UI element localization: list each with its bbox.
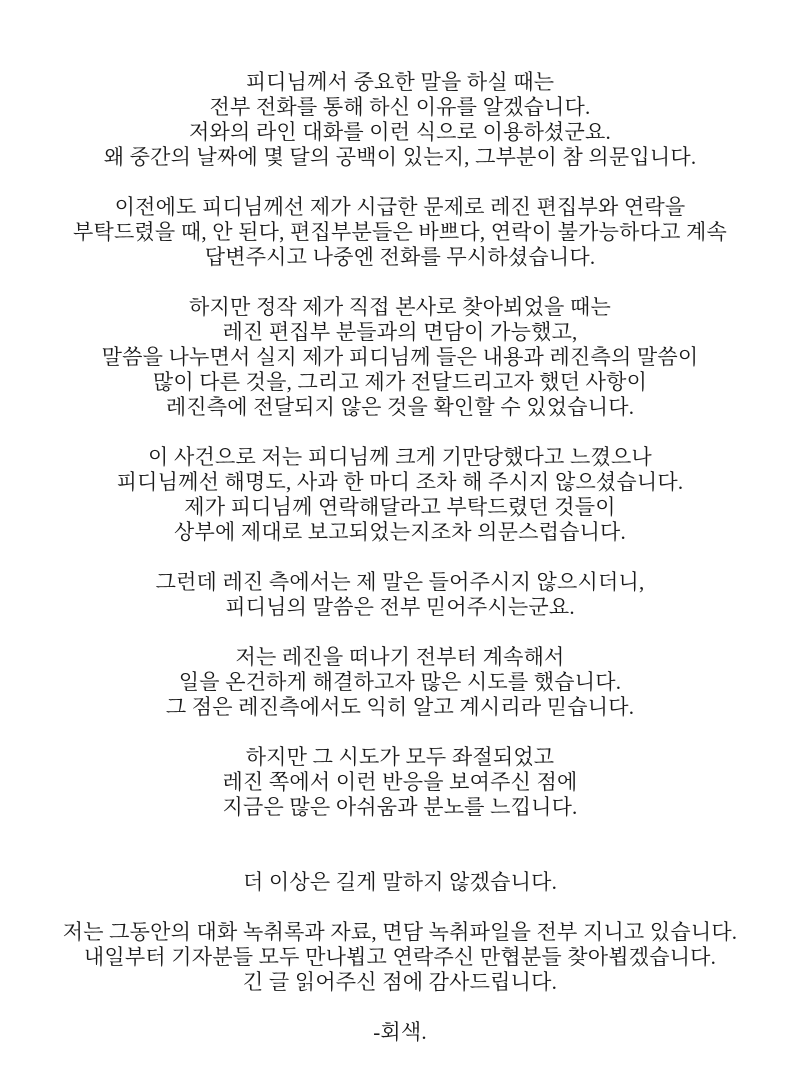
- text-line: 피디님의 말씀은 전부 믿어주시는군요.: [225, 595, 575, 619]
- paragraph-5: [0, 570, 800, 620]
- text-line: 제가 피디님께 연락해달라고 부탁드렸던 것들이: [184, 495, 616, 519]
- text-line: 저는 그동안의 대화 녹취록과 자료, 면담 녹취파일을 전부 지니고 있습니다.: [62, 920, 738, 944]
- text-line: 저와의 라인 대화를 이런 식으로 이용하셨군요.: [189, 120, 611, 144]
- text-line: 레진 편집부 분들과의 면담이 가능했고,: [222, 320, 578, 344]
- text-line: 더 이상은 길게 말하지 않겠습니다.: [242, 870, 558, 894]
- text-line: 이 사건으로 저는 피디님께 크게 기만당했다고 느꼈으나: [148, 445, 652, 469]
- text-line: 하지만 정작 제가 직접 본사로 찾아뵈었을 때는: [189, 295, 611, 319]
- paragraph-6: [0, 645, 800, 720]
- text-line: 상부에 제대로 보고되었는지조차 의문스럽습니다.: [173, 520, 626, 544]
- text-line: 레진측에 전달되지 않은 것을 확인할 수 있었습니다.: [165, 395, 635, 419]
- text-line: 긴 글 읽어주신 점에 감사드립니다.: [242, 970, 558, 994]
- text-line: 하지만 그 시도가 모두 좌절되었고: [245, 745, 555, 769]
- text-line: 왜 중간의 날짜에 몇 달의 공백이 있는지, 그부분이 참 의문입니다.: [103, 145, 697, 169]
- text-line: 일을 온건하게 해결하고자 많은 시도를 했습니다.: [178, 670, 622, 694]
- paragraph-3: [0, 295, 800, 420]
- paragraph-4: [0, 445, 800, 545]
- text-line: 지금은 많은 아쉬움과 분노를 느낍니다.: [222, 795, 578, 819]
- paragraph-8: [0, 870, 800, 895]
- paragraph-9: [0, 920, 800, 995]
- text-line: 피디님께선 해명도, 사과 한 마디 조차 해 주시지 않으셨습니다.: [116, 470, 684, 494]
- text-line: 이전에도 피디님께선 제가 시급한 문제로 레진 편집부와 연락을: [114, 195, 686, 219]
- paragraph-1: [0, 70, 800, 170]
- text-line: 답변주시고 나중엔 전화를 무시하셨습니다.: [204, 245, 596, 269]
- paragraph-2: [0, 195, 800, 270]
- text-line: 저는 레진을 떠나기 전부터 계속해서: [235, 645, 565, 669]
- text-line: 그런데 레진 측에서는 제 말은 들어주시지 않으시더니,: [155, 570, 645, 594]
- text-line: 레진 쪽에서 이런 반응을 보여주신 점에: [222, 770, 578, 794]
- text-line: 내일부터 기자분들 모두 만나뵙고 연락주신 만협분들 찾아뵙겠습니다.: [83, 945, 717, 969]
- text-line: 피디님께서 중요한 말을 하실 때는: [245, 70, 555, 94]
- paragraph-7: [0, 745, 800, 820]
- text-line: 전부 전화를 통해 하신 이유를 알겠습니다.: [209, 95, 591, 119]
- text-line: 말씀을 나누면서 실지 제가 피디님께 들은 내용과 레진측의 말씀이: [101, 345, 699, 369]
- text-line: 그 점은 레진측에서도 익히 알고 계시리라 믿습니다.: [165, 695, 635, 719]
- signature: -회색.: [373, 1020, 427, 1044]
- text-line: 많이 다른 것을, 그리고 제가 전달드리고자 했던 사항이: [152, 370, 648, 394]
- text-line: 부탁드렸을 때, 안 된다, 편집부분들은 바쁘다, 연락이 불가능하다고 계속: [72, 220, 728, 244]
